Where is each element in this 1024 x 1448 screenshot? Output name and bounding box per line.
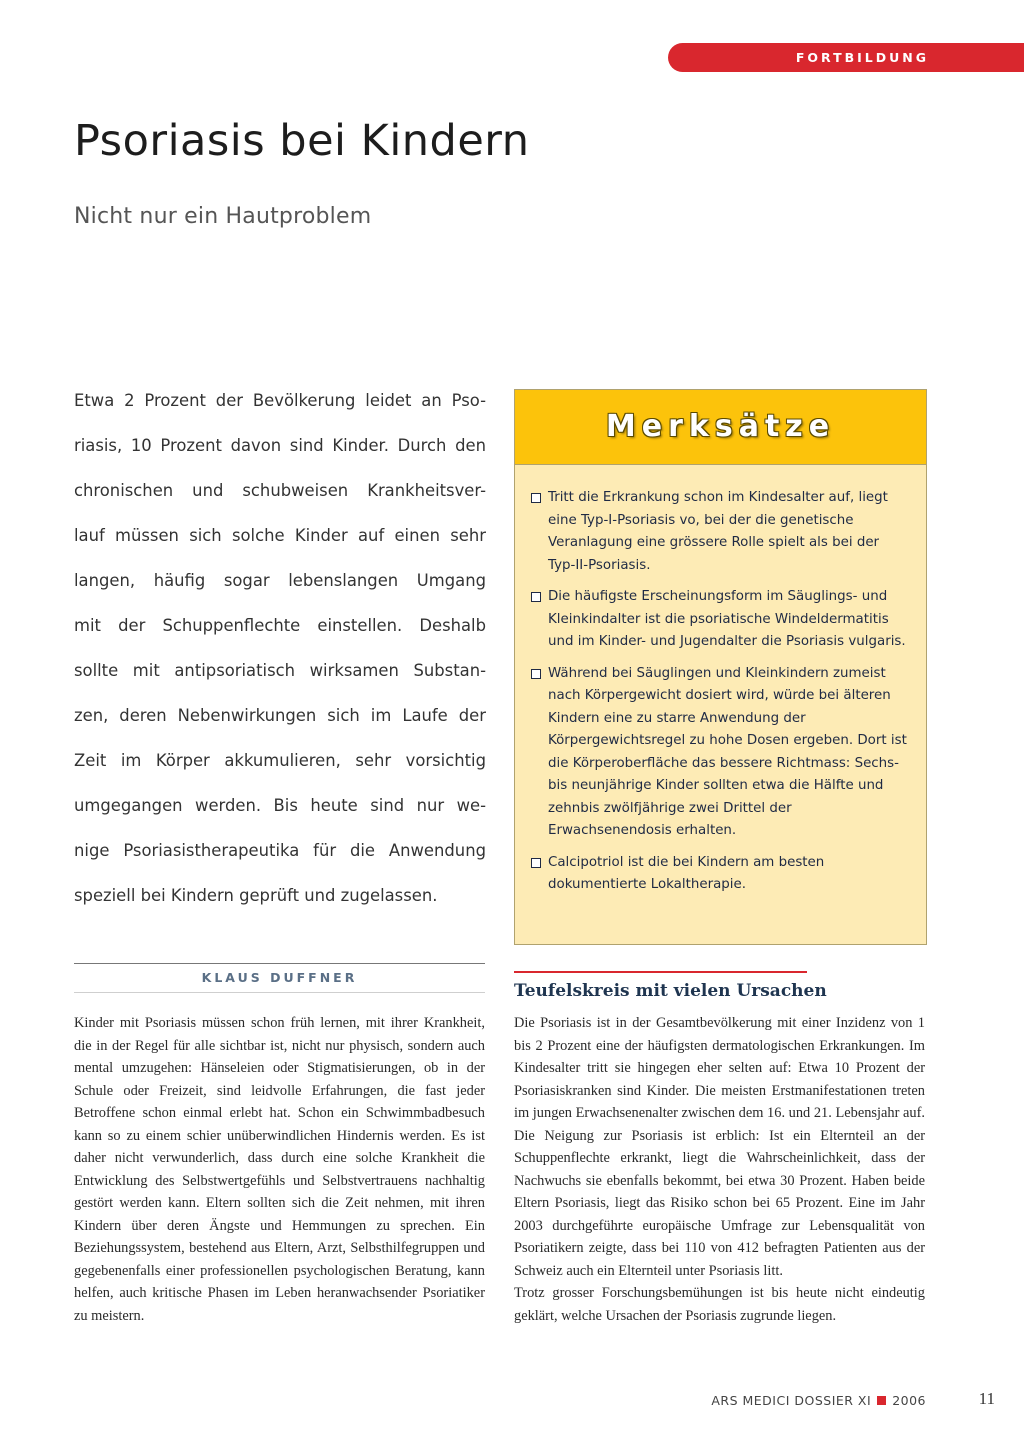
merksaetze-box	[514, 389, 927, 945]
checkbox-square-icon	[531, 669, 541, 679]
checkbox-square-icon	[531, 858, 541, 868]
body-right-paragraph: Trotz grosser Forschungsbemühungen ist bis heute nicht eindeutig geklärt, welche Ursachen der Psoriasis zugrunde liegen.	[514, 1285, 925, 1324]
section-tag	[668, 43, 1024, 72]
page-footer	[711, 1393, 926, 1408]
page-number: 11	[978, 1389, 995, 1408]
section-tag-label: FORTBILDUNG	[795, 50, 929, 65]
lead-line: speziell bei Kindern geprüft und zugelassen.	[74, 886, 438, 905]
lead-line: sollte mit antipsoriatisch wirksamen Substan-	[74, 661, 486, 680]
publication-name: ARS MEDICI DOSSIER XI	[711, 1393, 872, 1408]
article-subtitle: Nicht nur ein Hautproblem	[74, 204, 372, 229]
publication-year: 2006	[892, 1393, 926, 1408]
body-left-column: Kinder mit Psoriasis müssen schon früh lernen, mit ihrer Krankheit, die in der Regel für alle sichtbar ist, nicht nur physisch, sondern auch mental umzugehen: Hänseleien oder Stigmatisierungen, ob in der Schule oder Freizeit, sind leidvolle Erfahrungen, die fast jeder Betroffene schon einmal erlebt hat. Schon ein Schwimmbadbesuch kann so zu einem schier unüberwindlichen Hindernis werden. Es ist daher nicht verwunderlich, dass durch eine solche Krankheit die Entwicklung des Selbstwertgefühls und Selbstvertrauens nachhaltig gestört werden kann. Eltern sollten sich die Zeit nehmen, mit ihren Kindern über deren Ängste und Hemmungen zu sprechen. Ein Beziehungssystem, bestehend aus Eltern, Arzt, Selbsthilfegruppen und gegebenenfalls einer professionellen psychologischen Beratung, kann helfen, auch kritische Phasen im Leben heranwachsender Psoriatiker zu meistern.	[74, 1015, 485, 1324]
merksaetze-title: Merksätze	[605, 409, 836, 444]
body-right-paragraph: Die Psoriasis ist in der Gesamtbevölkerung mit einer Inzidenz von 1 bis 2 Prozent eine der häufigsten dermatologischen Erkrankungen. Im Kindesalter tritt sie hingegen eher selten auf: Etwa 10 Prozent der Psoriasiskranken sind Kinder. Die meisten Erstmanifestationen treten im jungen Erwachsenenalter zwischen dem 16. und 21. Lebensjahr auf. Die Neigung zur Psoriasis ist erblich: Ist ein Elternteil an der Schuppenflechte erkrankt, liegt die Wahrscheinlichkeit, dass der Nachwuchs sie ebenfalls bekommt, bei etwa 30 Prozent. Haben beide Eltern Psoriasis, liegt das Risiko schon bei 65 Prozent. Eine im Jahr 2003 durchgeführte europäische Umfrage zur Lebensqualität von Psoriatikern zeigte, dass bei 110 von 412 befragten Patienten aus der Schweiz auch ein Elternteil unter Psoriasis litt.	[514, 1015, 925, 1279]
red-square-icon	[877, 1396, 886, 1405]
article-title: Psoriasis bei Kindern	[74, 116, 530, 166]
body-right-column	[514, 1012, 925, 1327]
merksaetze-item	[531, 852, 910, 897]
lead-line: umgegangen werden. Bis heute sind nur we-	[74, 796, 486, 815]
merksaetze-item-text: Die häufigste Erscheinungsform im Säuglings- und Kleinkindalter ist die psoriatische Windeldermatitis und im Kinder- und Jugendalter die Psoriasis vulgaris.	[548, 589, 906, 649]
section-heading: Teufelskreis mit vielen Ursachen	[514, 981, 827, 1001]
author-divider-top	[74, 963, 485, 964]
lead-line: Zeit im Körper akkumulieren, sehr vorsichtig	[74, 751, 486, 770]
merksaetze-list	[515, 465, 926, 897]
checkbox-square-icon	[531, 493, 541, 503]
lead-paragraph	[74, 378, 486, 918]
author-name: KLAUS DUFFNER	[201, 970, 358, 985]
checkbox-square-icon	[531, 592, 541, 602]
merksaetze-item	[531, 487, 910, 577]
lead-line: Etwa 2 Prozent der Bevölkerung leidet an Pso-	[74, 391, 486, 410]
merksaetze-item-text: Calcipotriol ist die bei Kindern am besten dokumentierte Lokaltherapie.	[548, 854, 825, 892]
merksaetze-item-text: Tritt die Erkrankung schon im Kindesalter auf, liegt eine Typ-I-Psoriasis vo, bei der die genetische Veranlagung eine grössere Rolle spielt als bei der Typ-II-Psoriasis.	[548, 490, 888, 573]
lead-line: mit der Schuppenflechte einstellen. Deshalb	[74, 616, 486, 635]
lead-line: lauf müssen sich solche Kinder auf einen sehr	[74, 526, 486, 545]
merksaetze-header	[515, 390, 926, 465]
merksaetze-item	[531, 663, 910, 843]
merksaetze-item-text: Während bei Säuglingen und Kleinkindern zumeist nach Körpergewicht dosiert wird, würde bei älteren Kindern eine zu starre Anwendung der Körpergewichtsregel zu hohe Dosen ergeben. Dort ist die Körperoberfläche das bessere Richtmass: Sechs- bis neunjährige Kinder sollten etwa die Hälfte und zehnbis zwölfjährige zwei Drittel der Erwachsenendosis erhalten.	[548, 665, 907, 838]
lead-line: chronischen und schubweisen Krankheitsver-	[74, 481, 486, 500]
lead-line: zen, deren Nebenwirkungen sich im Laufe der	[74, 706, 486, 725]
lead-line: langen, häufig sogar lebenslangen Umgang	[74, 571, 486, 590]
lead-line: nige Psoriasistherapeutika für die Anwendung	[74, 841, 486, 860]
section-divider	[514, 971, 807, 973]
author-divider-bottom	[74, 992, 485, 993]
merksaetze-item	[531, 586, 910, 654]
lead-line: riasis, 10 Prozent davon sind Kinder. Durch den	[74, 436, 486, 455]
